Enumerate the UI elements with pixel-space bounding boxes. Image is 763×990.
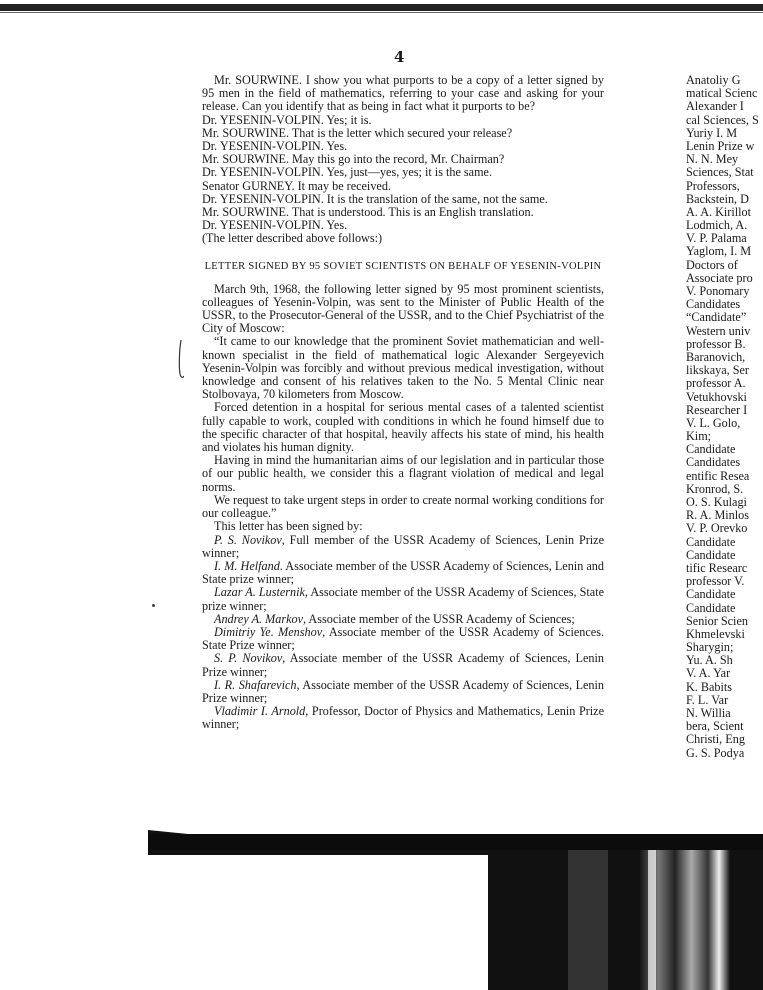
right-column-fragment: Candidates bbox=[686, 455, 741, 470]
right-column-fragment: Anatoliy G bbox=[686, 74, 741, 87]
signatory-name: Vladimir I. Arnold bbox=[214, 704, 306, 719]
right-column-fragment: Candidate bbox=[686, 587, 736, 602]
testimony-line: Dr. YESENIN-VOLPIN. Yes. bbox=[202, 139, 348, 154]
right-column-fragment: Researcher I bbox=[686, 402, 748, 417]
testimony-line: Mr. SOURWINE. May this go into the record, Mr. Chairman? bbox=[202, 152, 505, 167]
right-column-fragment: Sharygin; bbox=[686, 640, 734, 655]
testimony-line: Mr. SOURWINE. That is understood. This is an English translation. bbox=[202, 205, 534, 220]
right-column-fragment: Sciences, Stat bbox=[686, 165, 754, 180]
testimony-line: Mr. SOURWINE. I show you what purports to be a copy of a letter signed by 95 men in the field of mathematics, referring to your case and asking for your release. Can you identify that as being in fact what it purports to be? bbox=[202, 73, 604, 114]
testimony-block bbox=[202, 74, 604, 246]
right-column-fragment: Khmelevski bbox=[686, 626, 745, 641]
right-column-fragment: A. A. Kirillot bbox=[686, 204, 752, 219]
signatory-entry bbox=[202, 626, 604, 652]
right-column-fragment: N. Willia bbox=[686, 706, 731, 720]
signatory-description: , Associate member of the USSR Academy of Sciences, Lenin Prize winner; bbox=[202, 677, 604, 705]
letter-body bbox=[202, 283, 604, 534]
right-column-fragment: Christi, Eng bbox=[686, 732, 745, 747]
testimony-line: Mr. SOURWINE. That is the letter which secured your release? bbox=[202, 125, 513, 140]
right-column-fragment: Candidate bbox=[686, 600, 736, 615]
signatory-entry bbox=[202, 705, 604, 731]
signatory-name: S. P. Novikov bbox=[214, 651, 283, 666]
right-column-fragment: Western univ bbox=[686, 323, 751, 338]
signatory-name: Lazar A. Lusternik bbox=[214, 585, 305, 600]
right-column-fragment: G. S. Podya bbox=[686, 745, 745, 760]
letter-paragraph: March 9th, 1968, the following letter signed by 95 most prominent scientists, colleagues of Yesenin-Volpin, was sent to the Minister of Public Health of the USSR, to the Prosecutor-General of the USSR, and to the Chief Psychiatrist of the City of Moscow: bbox=[202, 281, 604, 336]
right-column-fragment: likskaya, Ser bbox=[686, 363, 749, 378]
right-column-fragment: V. P. Palama bbox=[686, 231, 747, 246]
margin-speck bbox=[152, 604, 155, 607]
letter-paragraph: This letter has been signed by: bbox=[214, 519, 363, 534]
right-column-fragment: professor B. bbox=[686, 336, 746, 351]
right-column-fragment: Yuriy I. M bbox=[686, 125, 738, 140]
right-column-fragment: Senior Scien bbox=[686, 613, 748, 628]
signatory-entry bbox=[202, 560, 604, 586]
right-column-fragment: O. S. Kulagi bbox=[686, 495, 747, 509]
right-column-fragment: Lenin Prize w bbox=[686, 138, 755, 153]
right-column-fragment: Doctors of bbox=[686, 257, 738, 272]
signatory-entry bbox=[202, 586, 604, 612]
top-border-line bbox=[0, 4, 763, 11]
signatory-name: I. R. Shafarevich bbox=[214, 677, 297, 692]
right-column-fragment: Candidate bbox=[686, 442, 736, 457]
signatory-description: , Associate member of the USSR Academy of Sciences, State prize winner; bbox=[202, 585, 605, 613]
top-border-hairline bbox=[0, 12, 763, 13]
right-column-fragment: Kronrod, S. bbox=[686, 481, 744, 496]
signatory-description: , Professor, Doctor of Physics and Mathematics, Lenin Prize winner; bbox=[202, 704, 605, 732]
letter-paragraph: Forced detention in a hospital for serious mental cases of a talented scientist fully capable to work, coupled with conditions in which he found himself due to the specific character of that hospital, heavily affects his state of mind, his health and violates his human dignity. bbox=[202, 400, 604, 455]
right-column-fragments bbox=[686, 74, 763, 760]
signatory-entry bbox=[202, 679, 604, 705]
letter-paragraph: “It came to our knowledge that the prominent Soviet mathematician and well-known specialist in the field of mathematical logic Alexander Sergeyevich Yesenin-Volpin was forcibly and without previous medical investigation, without knowledge and consent of his relatives taken to the No. 5 Mental Clinic near Stolbovaya, 70 kilometers from Moscow. bbox=[202, 334, 604, 402]
right-column-fragment: Professors, bbox=[686, 178, 740, 193]
right-column-fragment: entific Resea bbox=[686, 468, 750, 483]
right-column-fragment: R. A. Minlos bbox=[686, 508, 749, 523]
right-column-fragment: matical Scienc bbox=[686, 86, 758, 101]
right-column-fragment: Yaglom, I. M bbox=[686, 244, 752, 259]
right-column-fragment: Candidate bbox=[686, 534, 736, 549]
margin-pen-mark bbox=[176, 340, 184, 380]
signatory-name: I. M. Helfand bbox=[214, 558, 280, 573]
right-column-fragment: Vetukhovski bbox=[686, 389, 747, 404]
testimony-line: (The letter described above follows:) bbox=[202, 231, 383, 246]
right-column-fragment: Backstein, D bbox=[686, 191, 749, 206]
right-column-fragment: Baranovich, bbox=[686, 349, 746, 364]
right-column-fragment: V. L. Golo, bbox=[686, 415, 741, 430]
signatory-list bbox=[202, 534, 604, 732]
testimony-line: Dr. YESENIN-VOLPIN. It is the translation of the same, not the same. bbox=[202, 191, 548, 206]
right-column-fragment: N. N. Mey bbox=[686, 152, 739, 167]
right-column-fragment: K. Babits bbox=[686, 679, 733, 694]
signatory-entry bbox=[202, 652, 604, 678]
signatory-description: , Associate member of the USSR Academy of Sciences, Lenin Prize winner; bbox=[202, 651, 604, 679]
signatory-name: Dimitriy Ye. Menshov bbox=[214, 624, 323, 639]
testimony-line: Dr. YESENIN-VOLPIN. Yes, just—yes, yes; it is the same. bbox=[202, 165, 493, 180]
right-column-fragment: Candidates bbox=[686, 297, 741, 312]
right-column-fragment: Kim; bbox=[686, 429, 712, 444]
right-column-fragment: Candidate bbox=[686, 547, 736, 562]
signatory-name: Andrey A. Markov bbox=[214, 611, 304, 626]
right-column-fragment: V. A. Yar bbox=[686, 666, 731, 681]
signatory-name: P. S. Novikov bbox=[214, 532, 282, 547]
signatory-description: , Associate member of the USSR Academy of Sciences. State Prize winner; bbox=[202, 624, 604, 653]
letter-heading: LETTER SIGNED BY 95 SOVIET SCIENTISTS ON BEHALF OF YESENIN-VOLPIN bbox=[204, 260, 602, 272]
testimony-line: Dr. YESENIN-VOLPIN. Yes. bbox=[202, 218, 348, 233]
right-column-fragment: V. Ponomary bbox=[686, 284, 750, 298]
right-column-fragment: professor V. bbox=[686, 574, 745, 589]
testimony-line: Senator GURNEY. It may be received. bbox=[202, 178, 391, 193]
signatory-description: . Associate member of the USSR Academy of Sciences, Lenin and State prize winner; bbox=[202, 558, 604, 587]
letter-paragraph: We request to take urgent steps in order to create normal working conditions for our colleague.” bbox=[202, 492, 604, 521]
letter-paragraph: Having in mind the humanitarian aims of our legislation and in particular those of our public health, we consider this a flagrant violation of medical and legal norms. bbox=[202, 453, 604, 494]
right-column-fragment: Yu. A. Sh bbox=[686, 653, 733, 668]
right-column-fragment: cal Sciences, S bbox=[686, 112, 759, 127]
right-column-fragment: bera, Scient bbox=[686, 719, 744, 734]
testimony-line: Dr. YESENIN-VOLPIN. Yes; it is. bbox=[202, 112, 372, 127]
right-column-fragment: F. L. Var bbox=[686, 692, 729, 707]
signatory-description: , Full member of the USSR Academy of Sciences, Lenin Prize winner; bbox=[202, 532, 604, 560]
right-column-fragment: V. P. Orevko bbox=[686, 521, 748, 536]
main-column bbox=[202, 74, 604, 732]
right-column-fragment: Associate pro bbox=[686, 270, 753, 285]
right-column-fragment: professor A. bbox=[686, 376, 746, 391]
right-column-fragment: Lodmich, A. bbox=[686, 218, 748, 233]
right-column-fragment: “Candidate” bbox=[686, 310, 747, 325]
right-column-fragment: Alexander I bbox=[686, 99, 744, 114]
page-number: 4 bbox=[394, 48, 405, 66]
signatory-description: , Associate member of the USSR Academy of Sciences; bbox=[303, 611, 575, 626]
scan-shadow-band bbox=[148, 830, 763, 990]
signatory-entry bbox=[202, 534, 604, 560]
right-column-fragment: tific Researc bbox=[686, 560, 748, 575]
